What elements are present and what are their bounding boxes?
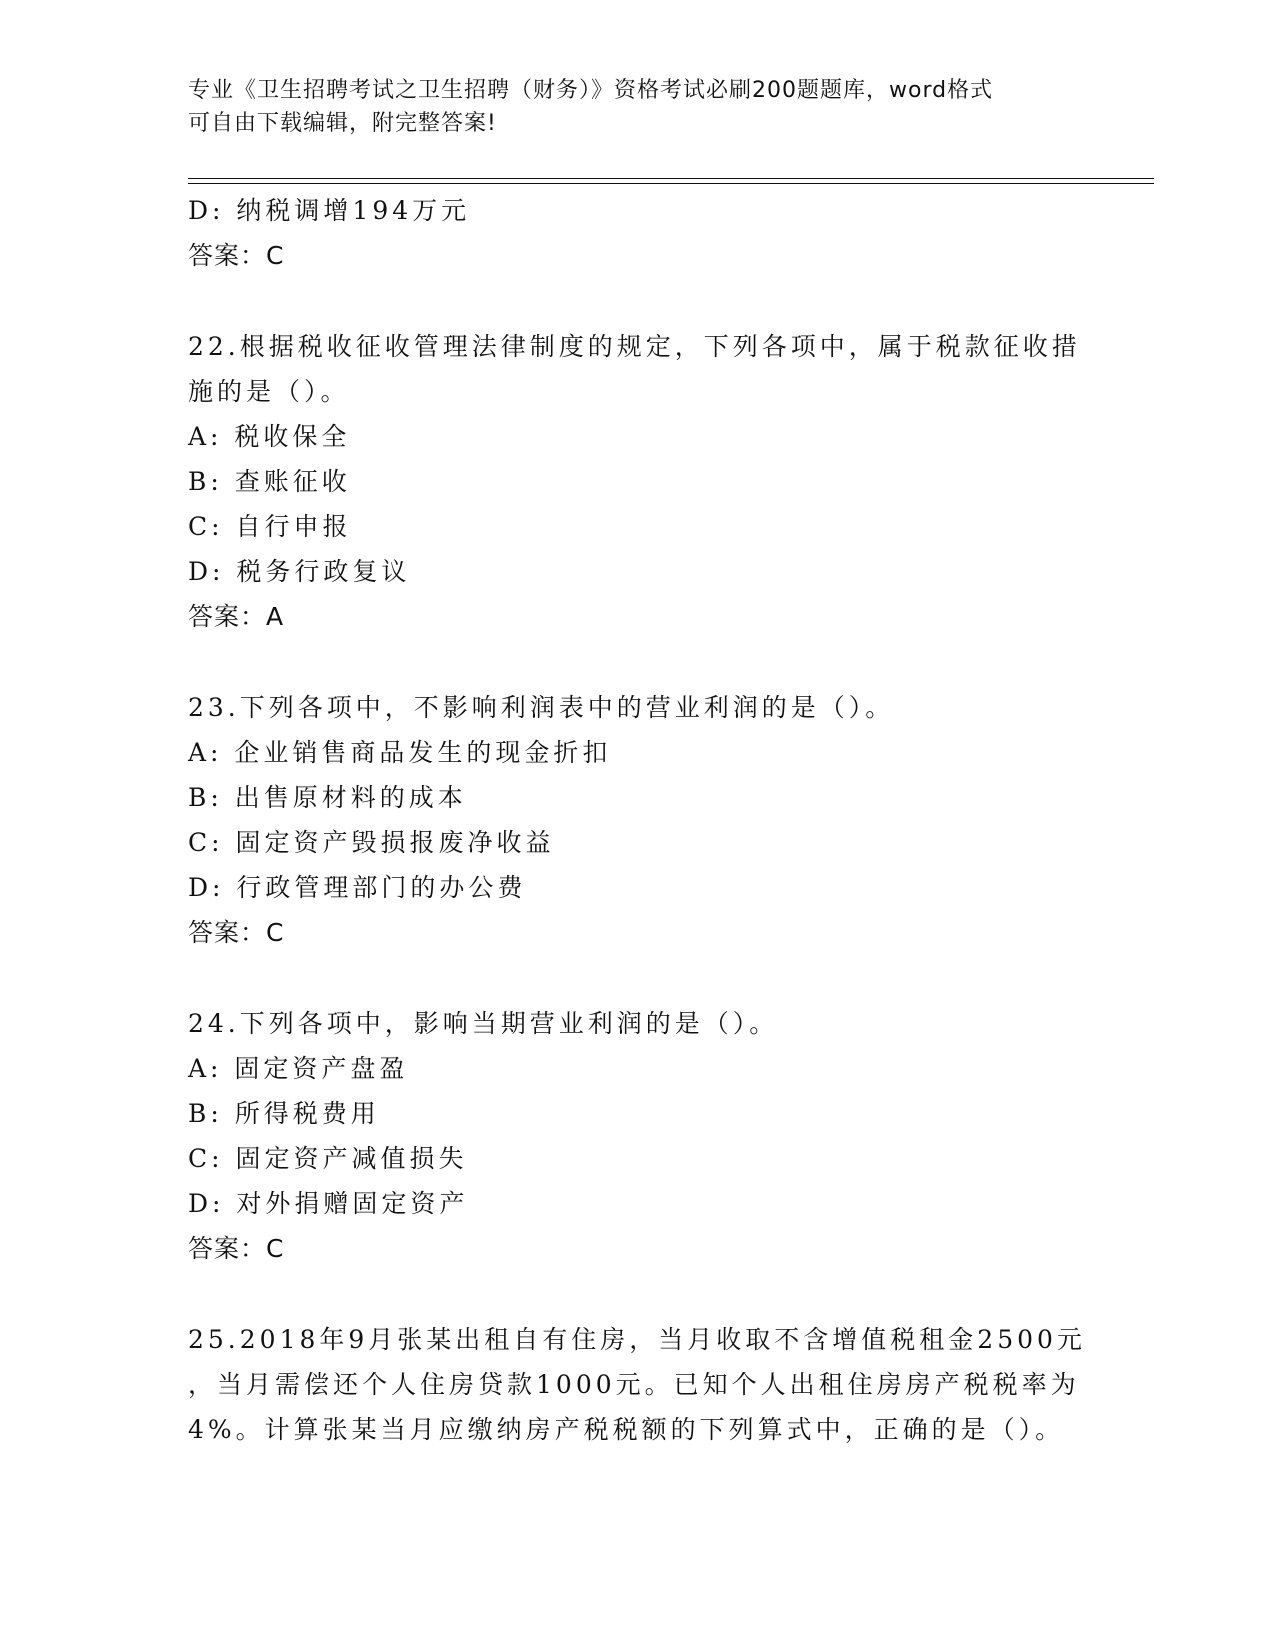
question-24 (188, 1001, 1088, 1271)
header-rule-bottom (188, 183, 1154, 184)
option-d: D: 对外捐赠固定资产 (188, 1189, 469, 1218)
option-b: B: 所得税费用 (188, 1099, 380, 1128)
question-stem: ，当月需偿还个人住房贷款1000元。已知个人出租住房房产税税率为 (188, 1370, 1080, 1399)
question-stem: 23.下列各项中，不影响利润表中的营业利润的是（）。 (188, 693, 895, 722)
option-a: A: 固定资产盘盈 (188, 1054, 409, 1083)
answer: 答案：C (188, 1234, 285, 1263)
question-25 (188, 1317, 1088, 1452)
answer: 答案：C (188, 241, 285, 270)
question-23 (188, 685, 1088, 955)
option-c: C: 固定资产毁损报废净收益 (188, 828, 555, 857)
spacer (188, 278, 1088, 324)
answer: 答案：A (188, 602, 285, 631)
question-stem: 4%。计算张某当月应缴纳房产税税额的下列算式中，正确的是（）。 (188, 1415, 1065, 1444)
question-stem: 24.下列各项中，影响当期营业利润的是（）。 (188, 1009, 779, 1038)
spacer (188, 955, 1088, 1001)
document-body (188, 188, 1088, 1452)
option-c: C: 固定资产减值损失 (188, 1144, 468, 1173)
question-stem: 25.2018年9月张某出租自有住房，当月收取不含增值税租金2500元 (188, 1325, 1086, 1354)
page-header (188, 74, 1088, 140)
question-22 (188, 324, 1088, 639)
option-d: D: 税务行政复议 (188, 557, 411, 586)
answer: 答案：C (188, 918, 285, 947)
header-line-1: 专业《卫生招聘考试之卫生招聘（财务）》资格考试必刷200题题库，word格式 (188, 78, 994, 103)
header-rule-top (188, 178, 1154, 179)
option-a: A: 税收保全 (188, 422, 351, 451)
option-b: B: 查账征收 (188, 467, 351, 496)
question-stem: 施的是（）。 (188, 377, 350, 406)
option-b: B: 出售原材料的成本 (188, 783, 467, 812)
question-stem: 22.根据税收征收管理法律制度的规定，下列各项中，属于税款征收措 (188, 332, 1081, 361)
option-c: C: 自行申报 (188, 512, 352, 541)
option-d: D: 纳税调增194万元 (188, 196, 471, 225)
header-line-2: 可自由下载编辑，附完整答案! (188, 111, 497, 136)
option-a: A: 企业销售商品发生的现金折扣 (188, 738, 612, 767)
spacer (188, 1271, 1088, 1317)
option-d: D: 行政管理部门的办公费 (188, 873, 527, 902)
spacer (188, 639, 1088, 685)
